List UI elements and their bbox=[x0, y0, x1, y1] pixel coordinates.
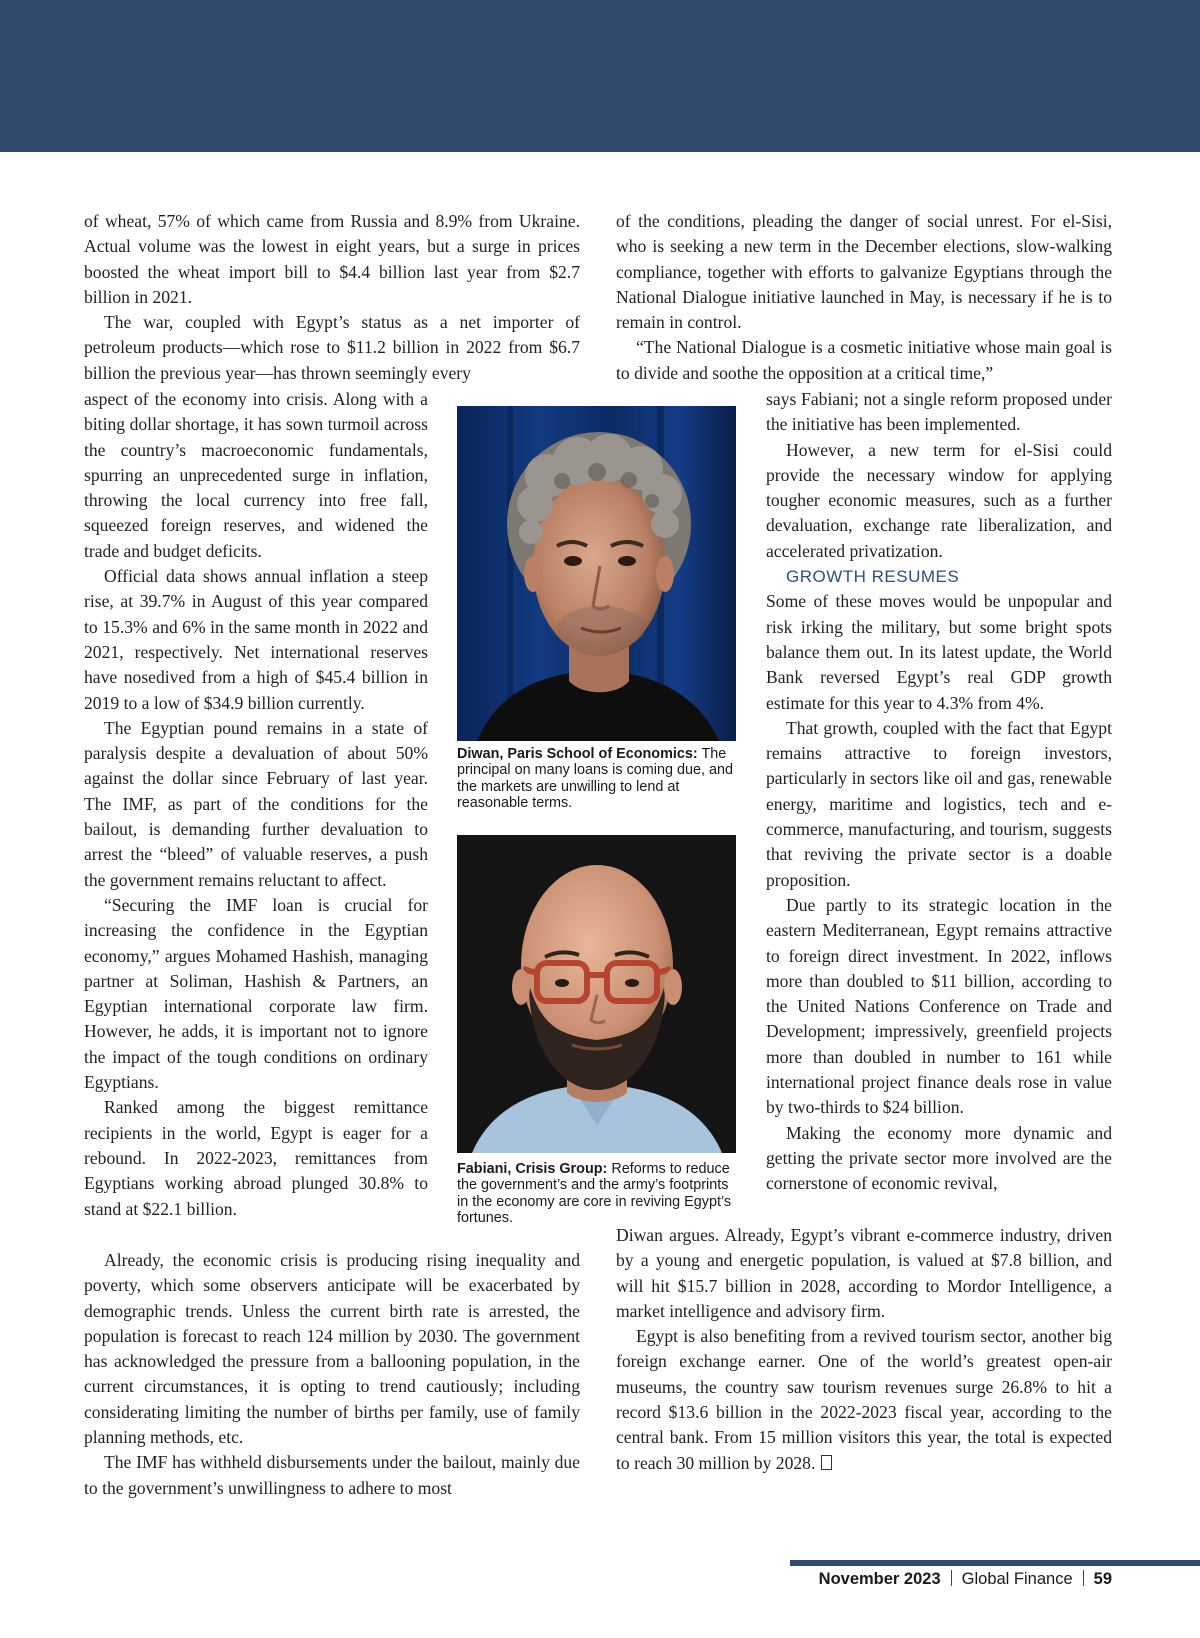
portrait-fabiani bbox=[457, 835, 736, 1153]
paragraph: However, a new term for el-Sisi could provide the necessary window for applying tougher economic measures, such as a further devaluation, exchange rate liberalization, and accelerated privatization. bbox=[766, 439, 1112, 561]
paragraph: Already, the economic crisis is producing rising inequality and poverty, which some observers anticipate will be exacerbated by demographic trends. Unless the current birth rate is arrested, the population is forecast to reach 124 million by 2030. The government has acknowledged the pressure from a ballooning population, in the current circumstances, it is opting to trend cautiously; including considerating limiting the number of births per family, use of family planning methods, etc. bbox=[84, 1250, 580, 1448]
article-right-mid bbox=[766, 387, 1112, 1197]
paragraph bbox=[616, 1324, 1112, 1476]
section-subhead: GROWTH RESUMES bbox=[786, 567, 960, 587]
photo-diwan bbox=[457, 406, 736, 741]
page-number: 59 bbox=[1093, 1570, 1112, 1588]
paragraph: of the conditions, pleading the danger of social unrest. For el-Sisi, who is seeking a new term in the December elections, slow-walking compliance, together with efforts to galvanize Egyptians through the National Dialogue initiative launched in May, is necessary if he is to remain in control. bbox=[616, 211, 1112, 333]
paragraph: aspect of the economy into crisis. Along with a biting dollar shortage, it has sown turmoil across the country’s macroeconomic fundamentals, spurring an unprecedented surge in inflation, throwing the local currency into free fall, squeezed foreign reserves, and widened the trade and budget deficits. bbox=[84, 389, 428, 561]
paragraph: “The National Dialogue is a cosmetic initiative whose main goal is to divide and soothe the opposition at a critical time,” bbox=[616, 337, 1112, 383]
article-left-top bbox=[84, 209, 580, 386]
caption-name: Fabiani, Crisis Group: bbox=[457, 1161, 608, 1177]
page-footer bbox=[819, 1570, 1112, 1589]
caption-name: Diwan, Paris School of Economics: bbox=[457, 746, 698, 762]
portrait-diwan bbox=[457, 406, 736, 741]
header-band bbox=[0, 0, 1200, 152]
paragraph: “Securing the IMF loan is crucial for increasing the confidence in the Egyptian economy,” argues Mohamed Hashish, managing partner at Soliman, Hashish & Partners, an Egyptian international corporate law firm. However, he adds, it is important not to ignore the impact of the tough conditions on ordinary Egyptians. bbox=[84, 894, 428, 1093]
paragraph: Making the economy more dynamic and getting the private sector more involved are the cornerstone of economic revival, bbox=[766, 1122, 1112, 1194]
photo-caption-diwan bbox=[457, 746, 742, 812]
article-left-mid bbox=[84, 387, 428, 1222]
paragraph: says Fabiani; not a single reform proposed under the initiative has been implemented. bbox=[766, 389, 1112, 435]
paragraph: Some of these moves would be unpopular and risk irking the military, but some bright spots balance them out. In its latest update, the World Bank reversed Egypt’s real GDP growth estimate for this year to 4.3% from 4%. bbox=[766, 591, 1112, 713]
paragraph: Ranked among the biggest remittance recipients in the world, Egypt is eager for a rebound. In 2022-2023, remittances from Egyptians working abroad plunged 30.8% to stand at $22.1 billion. bbox=[84, 1097, 428, 1219]
caption-text: The principal on many loans is coming due, and the markets are unwilling to lend at reasonable terms. bbox=[457, 746, 733, 812]
article-right-top bbox=[616, 209, 1112, 386]
footer-rule bbox=[790, 1560, 1200, 1566]
paragraph: That growth, coupled with the fact that Egypt remains attractive to foreign investors, particularly in sectors like oil and gas, renewable energy, maritime and logistics, tech and e-commerce, manufacturing, and tourism, suggests that reviving the private sector is a doable proposition. bbox=[766, 717, 1112, 890]
photo-caption-fabiani bbox=[457, 1161, 742, 1227]
paragraph: Diwan argues. Already, Egypt’s vibrant e-commerce industry, driven by a young and energetic population, is valued at $7.8 billion, and will hit $15.7 billion in 2028, according to Mordor Intelligence, a market intelligence and advisory firm. bbox=[616, 1225, 1112, 1321]
caption-text: Reforms to reduce the government’s and the army’s footprints in the economy are core in reviving Egypt’s fortunes. bbox=[457, 1161, 732, 1227]
issue-date: November 2023 bbox=[818, 1570, 941, 1588]
article-right-bottom bbox=[616, 1223, 1112, 1476]
paragraph: The IMF has withheld disbursements under the bailout, mainly due to the government’s unwillingness to adhere to most bbox=[84, 1452, 580, 1498]
end-mark-icon bbox=[821, 1455, 832, 1470]
paragraph-text: Egypt is also benefiting from a revived tourism sector, another big foreign exchange earner. One of the world’s greatest open-air museums, the country saw tourism revenues surge 26.8% to hit a record $13.6 billion in the 2022-2023 fiscal year, according to the central bank. From 15 million visitors this year, the total is expected to reach 30 million by 2028. bbox=[616, 1326, 1112, 1473]
article-left-bottom bbox=[84, 1248, 580, 1501]
paragraph: The Egyptian pound remains in a state of paralysis despite a devaluation of about 50% against the dollar since February of last year. The IMF, as part of the conditions for the bailout, is demanding further devaluation to arrest the “bleed” of valuable reserves, a push the government remains reluctant to affect. bbox=[84, 717, 428, 890]
publication-name: Global Finance bbox=[961, 1570, 1073, 1588]
footer-divider bbox=[1083, 1570, 1084, 1586]
paragraph: Official data shows annual inflation a steep rise, at 39.7% in August of this year compared to 15.3% and 6% in the same month in 2022 and 2021, respectively. Net international reserves have nosedived from a high of $45.4 billion in 2019 to a low of $34.9 billion currently. bbox=[84, 566, 428, 713]
paragraph: Due partly to its strategic location in the eastern Mediterranean, Egypt remains attractive to foreign direct investment. In 2022, inflows more than doubled to $11 billion, according to the United Nations Conference on Trade and Development; impressively, greenfield projects more than doubled in number to 161 while international project finance deals rose in value by two-thirds to $24 billion. bbox=[766, 894, 1112, 1118]
paragraph: of wheat, 57% of which came from Russia and 8.9% from Ukraine. Actual volume was the lowest in eight years, but a surge in prices boosted the wheat import bill to $4.4 billion last year from $2.7 billion in 2021. bbox=[84, 211, 580, 307]
paragraph: The war, coupled with Egypt’s status as a net importer of petroleum products—which rose to $11.2 billion in 2022 from $6.7 billion the previous year—has thrown seemingly every bbox=[84, 312, 580, 383]
footer-divider bbox=[951, 1570, 952, 1586]
photo-fabiani bbox=[457, 835, 736, 1153]
